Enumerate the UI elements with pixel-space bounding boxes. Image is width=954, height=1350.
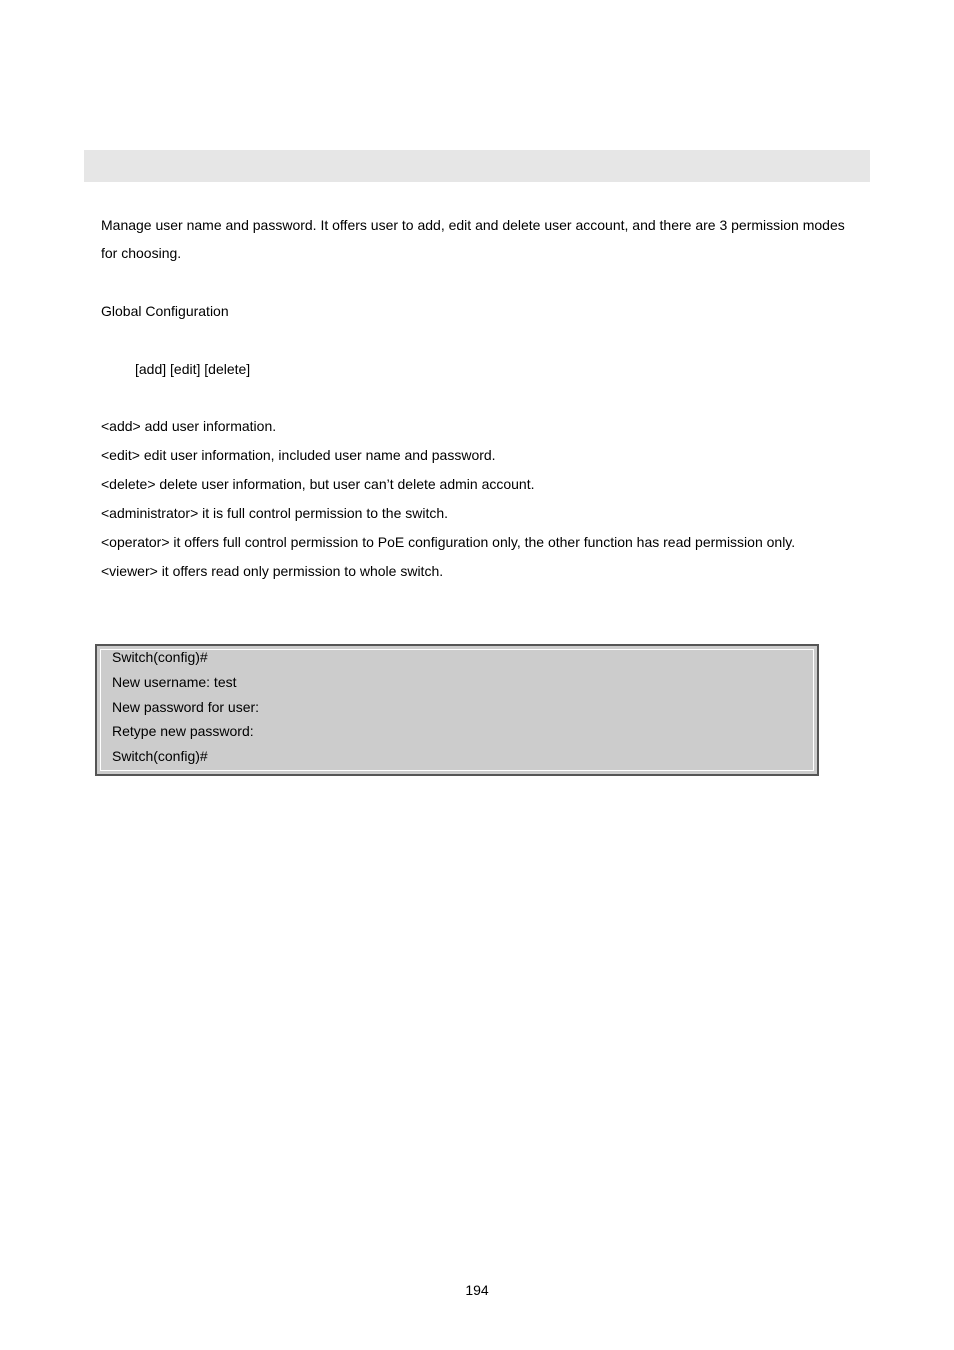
parameter-add: <add> add user information. (101, 418, 277, 434)
cli-line: Switch(config)# (112, 649, 208, 665)
page-number: 194 (465, 1282, 489, 1298)
command-mode: Global Configuration (101, 303, 229, 319)
parameter-edit: <edit> edit user information, included user name and password. (101, 447, 496, 463)
command-syntax: [add] [edit] [delete] (135, 361, 251, 377)
parameter-operator: <operator> it offers full control permission to PoE configuration only, the other function has read permission only. (101, 534, 796, 550)
cli-line: New password for user: (112, 699, 260, 715)
cli-line: Retype new password: (112, 723, 254, 739)
parameter-administrator: <administrator> it is full control permission to the switch. (101, 505, 449, 521)
parameter-delete: <delete> delete user information, but user can’t delete admin account. (101, 476, 535, 492)
description-line-1: Manage user name and password. It offers user to add, edit and delete user account, and there are 3 permission modes (101, 217, 845, 233)
cli-line: New username: test (112, 674, 237, 690)
cli-line: Switch(config)# (112, 748, 208, 764)
description-line-2: for choosing. (101, 245, 182, 261)
cli-example-box (95, 644, 819, 776)
parameter-viewer: <viewer> it offers read only permission to whole switch. (101, 563, 444, 579)
section-header-bar (84, 150, 870, 182)
